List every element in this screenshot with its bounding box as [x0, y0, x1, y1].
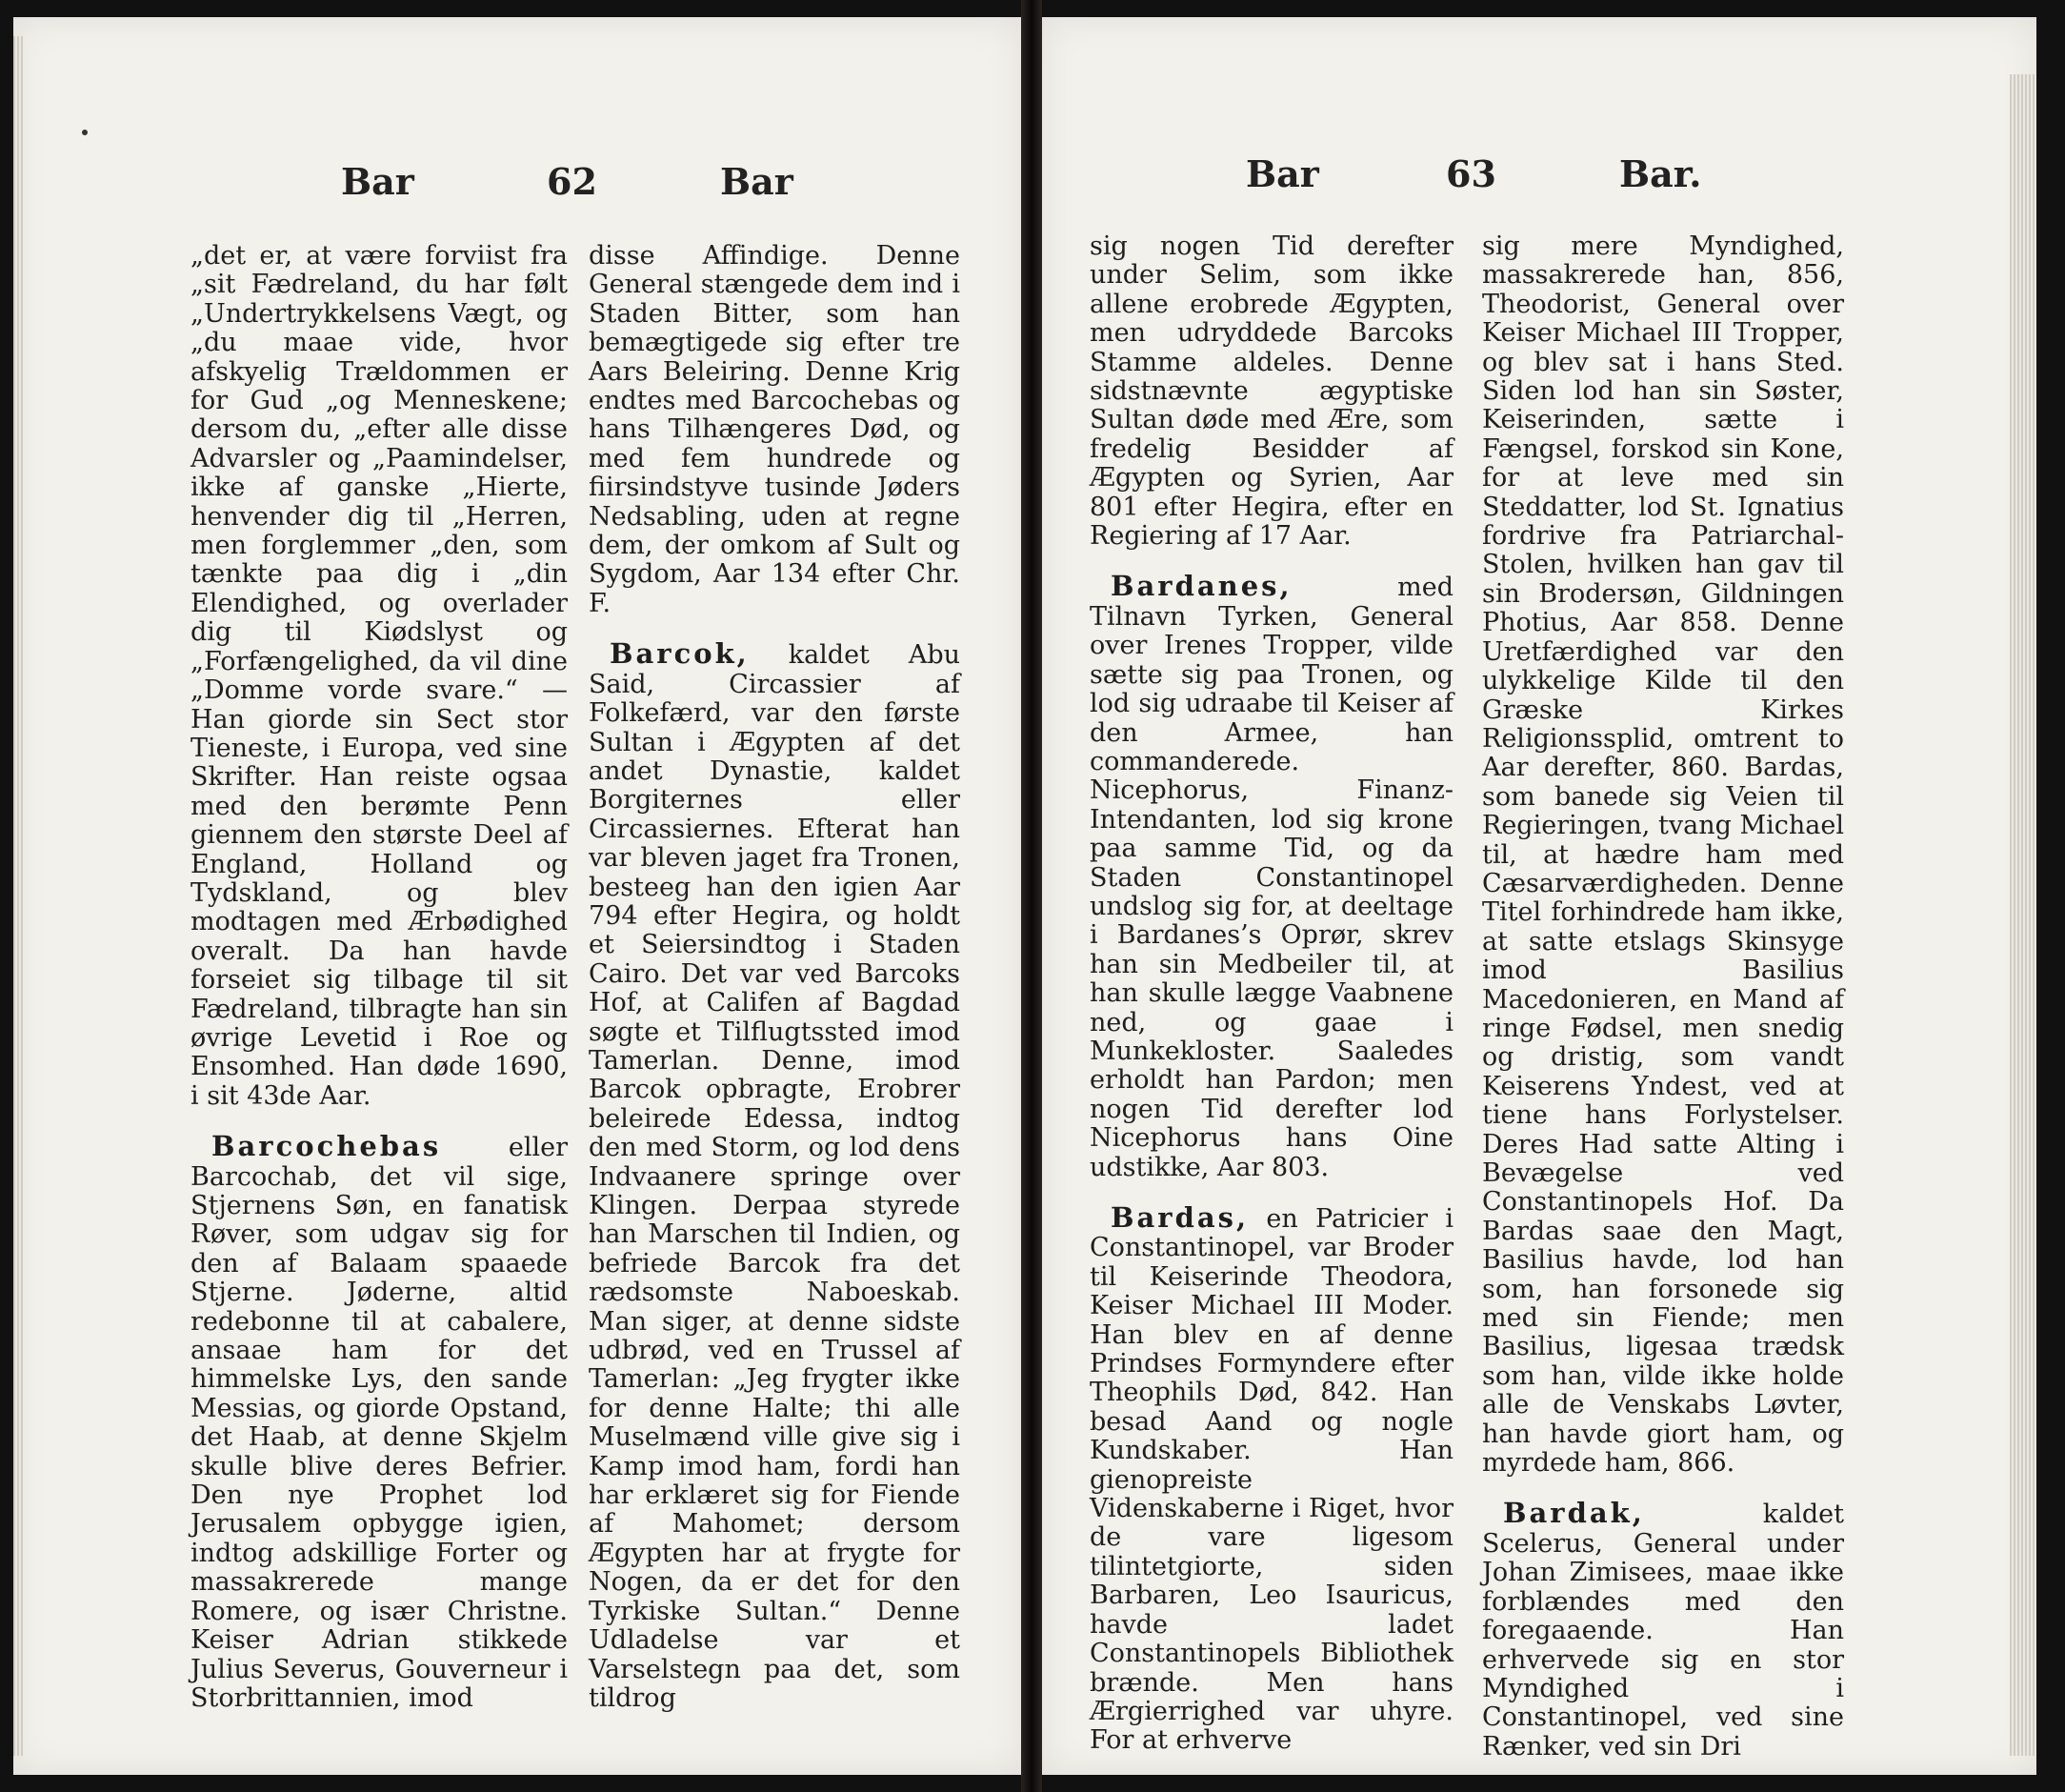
right-page	[1042, 17, 2036, 1775]
left-page-column-1	[190, 242, 568, 1713]
running-head-left: Bar	[341, 160, 414, 203]
entry-headword: Barcok,	[610, 637, 750, 671]
entry-barcochebas	[190, 1132, 568, 1713]
entry-text: eller Barcochab, det vil sige, Stjernens Søn, en fanatisk Røver, som udgav sig for den af Balaam spaaede Stjerne. Jøderne, altid redebonne til at cabalere, ansaae ham for det himmelske Lys, den sande Messias, og giorde Opstand, det Haab, at denne Skjelm skulle blive deres Befrier. Den nye Prophet lod Jerusalem opbygge igien, indtog adskillige Forter og massakrerede mange Romere, og især Christne. Keiser Adrian stikkede Julius Severus, Gouverneur i Storbrittannien, imod	[190, 1133, 568, 1713]
entry-text: med Tilnavn Tyrken, General over Irenes Tropper, vilde sætte sig paa Tronen, og lod sig udraabe til Keiser af den Armee, han commanderede. Nicephorus, Finanz-Intendanten, lod sig krone paa samme Tid, og da Staden Constantinopel undslog sig for, at deeltage i Bardanes’s Oprør, skrev han sin Medbeiler til, at han skulle lægge Vaabnene ned, og gaae i Munkekloster. Saaledes erholdt han Pardon; men nogen Tid derefter lod Nicephorus hans Oine udstikke, Aar 803.	[1090, 573, 1454, 1182]
running-head-left: Bar	[1246, 152, 1319, 195]
ink-spot	[82, 130, 88, 135]
page-edge-left	[13, 36, 23, 1756]
paragraph: sig mere Myndighed, massakrerede han, 856, Theodorist, General over Keiser Michael III Tropper, og blev sat i hans Sted. Siden lod han sin Søster, Keiserinden, sætte i Fængsel, forskod sin Kone, for at leve med sin Steddatter, lod St. Ignatius fordrive fra Patriarchal-Stolen, hvilken han gav til sin Brodersøn, Gildningen Photius, Aar 858. Denne Uretfærdighed var den ulykkelige Kilde til den Græske Kirkes Religionssplid, omtrent to Aar derefter, 860. Bardas, som banede sig Veien til Regieringen, tvang Michael til, at hædre ham med Cæsarværdigheden. Denne Titel forhindrede ham ikke, at satte etslags Skinsyge imod Basilius Macedonieren, en Mand af ringe Fødsel, men snedig og dristig, som vandt Keiserens Yndest, ved at tiene hans Forlystelser. Deres Had satte Alting i Bevægelse ved Constantinopels Hof. Da Bardas saae den Magt, Basilius havde, lod han som, han forsonede sig med sin Fiende; men Basilius, ligesaa trædsk som han, vilde ikke holde alle de Venskabs Løvter, han havde giort ham, og myrdede ham, 866.	[1482, 232, 1844, 1479]
entry-bardas	[1090, 1203, 1454, 1756]
right-page-header	[1042, 152, 2036, 200]
right-page-column-1	[1090, 232, 1454, 1756]
entry-text: kaldet Scelerus, General under Johan Zimisees, maae ikke forblændes med den foregaaende. Han erhvervede sig en stor Myndighed i Constantinopel, ved sine Rænker, ved sin Dri	[1482, 1500, 1844, 1762]
entry-text: kaldet Abu Said, Circassier af Folkefærd, var den første Sultan i Ægypten af det andet Dynastie, kaldet Borgiternes eller Circassiernes. Efterat han var bleven jaget fra Tronen, besteeg han den igien Aar 794 efter Hegira, og holdt et Seiersindtog i Staden Cairo. Det var ved Barcoks Hof, at Califen af Bagdad søgte et Tilflugtssted imod Tamerlan. Denne, imod Barcok opbragte, Erobrer beleirede Edessa, indtog den med Storm, og lod dens Indvaanere springe over Klingen. Derpaa styrede han Marschen til Indien, og befriede Barcok fra det rædsomste Naboeskab. Man siger, at denne sidste udbrød, ved en Trussel af Tamerlan: „Jeg frygter ikke for denne Halte; thi alle Muselmænd ville give sig i Kamp imod ham, fordi han har erklæret sig for Fiende af Mahomet; dersom Ægypten har at frygte for Nogen, da er det for den Tyrkiske Sultan.“ Denne Udladelse var et Varselstegn paa det, som tildrog	[589, 640, 960, 1713]
paragraph: „det er, at være forviist fra „sit Fædreland, du har følt „Undertrykkelsens Vægt, og „du maae vide, hvor afskyelig Trældommen er for Gud „og Menneskene; dersom du, „efter alle disse Advarsler og „Paamindelser, ikke af ganske „Hierte, henvender dig til „Herren, men forglemmer „den, som tænkte paa dig i „din Elendighed, og overlader dig til Kiødslyst og „Forfængelighed, da vil dine „Domme vorde svare.“ — Han giorde sin Sect stor Tieneste, i Europa, ved sine Skrifter. Han reiste ogsaa med den berømte Penn giennem den største Deel af England, Holland og Tydskland, og blev modtagen med Ærbødighed overalt. Da han havde forseiet sig tilbage til sit Fædreland, tilbragte han sin øvrige Levetid i Roe og Ensomhed. Han døde 1690, i sit 43de Aar.	[190, 241, 568, 1111]
entry-headword: Bardak,	[1503, 1497, 1645, 1530]
page-edge-right	[2010, 74, 2036, 1756]
left-page	[13, 17, 1021, 1775]
entry-bardak	[1482, 1499, 1844, 1762]
running-head-right: Bar.	[1619, 152, 1702, 195]
entry-bardanes	[1090, 572, 1454, 1182]
entry-barcok	[589, 639, 960, 1713]
entry-headword: Bardanes,	[1111, 570, 1293, 603]
entry-text: en Patricier i Constantinopel, var Broder til Keiserinde Theodora, Keiser Michael III Moder. Han blev en af denne Prindses Formyndere efter Theophils Død, 842. Han besad Aand og nogle Kundskaber. Han gienopreiste Videnskaberne i Riget, hvor de vare ligesom tilintetgiorte, siden Barbaren, Leo Isauricus, havde ladet Constantinopels Bibliothek brænde. Men hans Ærgierrighed var uhyre. For at erhverve	[1090, 1204, 1454, 1756]
paragraph: sig nogen Tid derefter under Selim, som ikke allene erobrede Ægypten, men udryddede Barcoks Stamme aldeles. Denne sidstnævnte ægyptiske Sultan døde med Ære, som fredelig Besidder af Ægypten og Syrien, Aar 801 efter Hegira, efter en Regiering af 17 Aar.	[1090, 232, 1454, 552]
paragraph: disse Affindige. Denne General stængede dem ind i Staden Bitter, som han bemægtigede sig efter tre Aars Beleiring. Denne Krig endtes med Barcochebas og hans Tilhængeres Død, og med fem hundrede og fiirsindstyve tusinde Jøders Nedsabling, uden at regne dem, der omkom af Sult og Sygdom, Aar 134 efter Chr. F.	[589, 241, 960, 618]
left-page-header	[13, 160, 1021, 208]
entry-headword: Barcochebas	[211, 1130, 442, 1163]
entry-headword: Bardas,	[1111, 1201, 1250, 1234]
book-gutter	[1021, 0, 1042, 1792]
left-page-column-2	[589, 242, 960, 1713]
right-page-column-2	[1482, 232, 1844, 1762]
page-number: 63	[1446, 152, 1496, 195]
page-number: 62	[547, 160, 597, 203]
running-head-right: Bar	[720, 160, 793, 203]
